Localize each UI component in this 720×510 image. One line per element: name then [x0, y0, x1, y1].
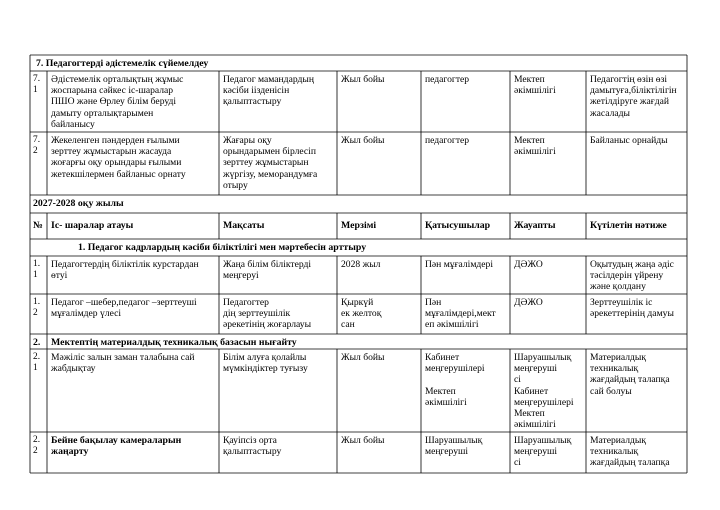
row-1-1-term: 2028 жыл [341, 259, 381, 270]
section-2-number: 2. [33, 337, 41, 348]
row-7-1-result: Педагогтің өзін өзі дамытуға,біліктілігін жетілдіруге жағдай жасалады [590, 74, 677, 119]
row-7-2-result: Байланыс орнайды [590, 135, 668, 146]
row-2-1-participants: Кабинет меңгерушілері Мектеп әкімшілігі [425, 352, 485, 408]
section-1-title: 1. Педагог кадрлардың кәсіби біліктілігі мен мәртебесін арттыру [78, 242, 367, 253]
row-1-1-activity: Педагогтердің біліктілік курстардан өтуі [51, 259, 199, 282]
row-7-1-term: Жыл бойы [341, 74, 385, 85]
row-2-2-activity: Бейне бақылау камераларын жаңарту [51, 435, 182, 458]
row-7-2-participants: педагогтер [425, 135, 470, 146]
row-2-2-result: Материалдық техникалық жағдайдың талапқа [590, 435, 670, 469]
row-7-2-number: 7. 2 [33, 135, 41, 157]
row-2-2-term: Жыл бойы [341, 435, 385, 446]
row-7-1-responsible: Мектеп әкімшілігі [514, 74, 556, 97]
row-2-1-activity: Мәжіліс залын заман талабына сай жабдықтау [51, 352, 195, 375]
row-7-2-activity: Жекеленген пәндерден ғылыми зерттеу жұмыстарын жасауда жоғарғы оқу орындары ғылыми жетекшілермен байланыс орнату [51, 135, 186, 180]
row-1-2-activity: Педагог –шебер,педагог –зерттеуші мұғалімдер үлесі [51, 297, 197, 320]
row-7-1-goal: Педагог мамандардың кәсіби іізденісін қалыптастыру [223, 74, 314, 108]
header-participants: Қатысушылар [425, 220, 491, 231]
section-2-title: Мектептің материалдық техникалық базасын нығайту [51, 337, 297, 348]
row-7-1-number: 7. 1 [33, 74, 41, 96]
header-responsible: Жауапты [514, 220, 556, 231]
row-7-1-participants: педагогтер [425, 74, 470, 85]
row-1-2-goal: Педагогтер дің зерттеушілік әрекетінің жоғарлауы [223, 297, 312, 331]
row-7-1-activity: Әдістемелік орталықтың жұмыс жоспарына сәйкес іс-шаралар ПШО және Өрлеу білім беруді дамыту орталықтарымен байланысу [51, 74, 184, 130]
year-title: 2027-2028 оқу жылы [33, 198, 124, 209]
row-2-1-result: Материалдық техникалық жағдайдың талапқа сай болуы [590, 352, 670, 397]
row-2-1-term: Жыл бойы [341, 352, 385, 363]
row-1-2-participants: Пән мұғалімдері,мект еп әкімшілігі [425, 297, 496, 331]
header-activity: Іс- шаралар атауы [51, 220, 134, 231]
row-1-1-goal: Жаңа білім біліктерді меңгеруі [223, 259, 312, 282]
header-number: № [33, 220, 43, 231]
section-7-title: 7. Педагогтерді әдістемелік сүйемелдеу [36, 58, 209, 69]
row-2-2-responsible: Шаруашылық меңгерушi сі [514, 435, 572, 469]
row-1-2-term: Қыркүй ек желтоқ сан [341, 297, 382, 331]
row-2-2-goal: Қауіпсіз орта қалыптастыру [223, 435, 282, 458]
header-result: Күтілетін нәтиже [590, 220, 667, 231]
row-1-1-result: Оқытудың жаңа әдіс тәсілдерін үйрену және қолдану [590, 259, 674, 293]
row-1-1-number: 1. 1 [33, 259, 41, 281]
row-2-2-number: 2. 2 [33, 435, 41, 457]
row-7-2-goal: Жағары оқу орындарымен бірлесіп зерттеу жұмыстарын жүргізу, меморандумға отыру [223, 135, 318, 191]
header-term: Мерзімі [341, 220, 377, 231]
header-goal: Мақсаты [223, 220, 265, 231]
row-1-2-responsible: ДӘЖО [514, 297, 543, 308]
row-2-1-number: 2. 1 [33, 352, 41, 374]
row-2-1-responsible: Шаруашылық меңгерушi сі Кабинет меңгерушілері Мектеп әкімшілігі [514, 352, 574, 431]
row-7-2-responsible: Мектеп әкімшілігі [514, 135, 556, 158]
row-1-1-responsible: ДӘЖО [514, 259, 543, 270]
row-2-1-goal: Білім алуға қолайлы мүмкіндіктер туғызу [223, 352, 308, 375]
row-1-2-number: 1. 2 [33, 297, 41, 319]
row-1-1-participants: Пән мұғалімдері [425, 259, 493, 270]
row-7-2-term: Жыл бойы [341, 135, 385, 146]
row-1-2-result: Зерттеушілік іс әрекеттерінің дамуы [590, 297, 674, 320]
row-2-2-participants: Шаруашылық меңгеруші [425, 435, 483, 458]
